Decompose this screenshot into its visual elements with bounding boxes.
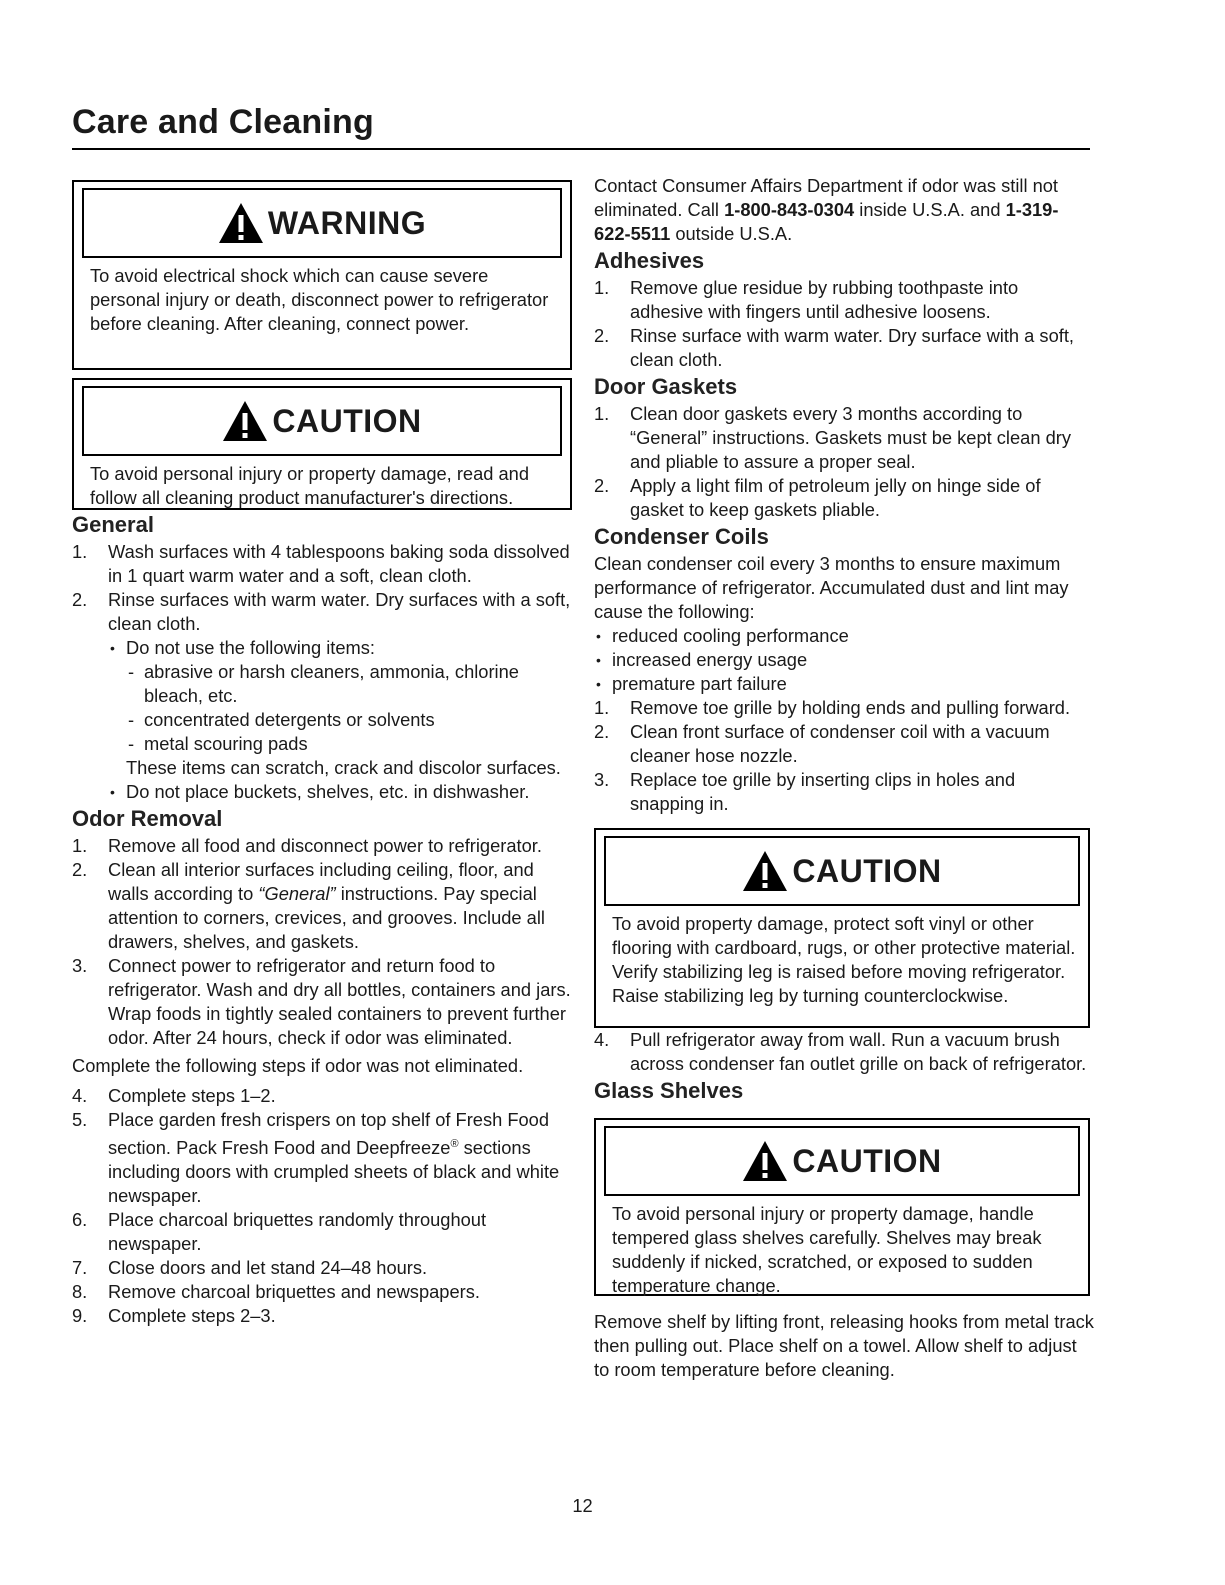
step-text: Apply a light film of petroleum jelly on hinge side of gasket to keep gaskets pliable. — [630, 475, 1041, 520]
step-text: sections including doors with crumpled sheets of black and white newspaper. — [108, 1137, 560, 1207]
list-item — [72, 1256, 572, 1280]
list-item — [72, 540, 572, 588]
step-text: Remove toe grille by holding ends and pulling forward. — [630, 697, 1071, 718]
step-text: Complete steps 1–2. — [108, 1085, 276, 1106]
list-item — [108, 780, 572, 804]
caution-header — [604, 1126, 1080, 1196]
list-item — [72, 1280, 572, 1304]
caution-word: CAUTION — [272, 403, 422, 439]
step-text: Remove all food and disconnect power to refrigerator. — [108, 835, 542, 856]
list-item — [108, 636, 572, 780]
caution-word: CAUTION — [792, 853, 942, 889]
step-text: Rinse surfaces with warm water. Dry surfaces with a soft, clean cloth. — [108, 589, 571, 634]
list-item — [594, 402, 1094, 474]
step-text: Place charcoal briquettes randomly throughout newspaper. — [108, 1209, 487, 1255]
list-item — [594, 696, 1094, 720]
contact-text: outside U.S.A. — [670, 223, 793, 244]
step-number: 7. — [72, 1257, 88, 1279]
registered-mark: ® — [450, 1138, 459, 1150]
step-text: Connect power to refrigerator and return food to refrigerator. Wash and dry all bottles, containers and jars. Wrap foods in tightly sealed containers to prevent further odor. After 24 hours, check if odor was eliminated. — [108, 955, 571, 1048]
warning-triangle-icon — [218, 202, 264, 244]
glass-instructions: Remove shelf by lifting front, releasing hooks from metal track then pulling out. Place shelf on a towel. Allow shelf to adjust to room temperature before cleaning. — [594, 1311, 1094, 1380]
step-text: Close doors and let stand 24–48 hours. — [108, 1257, 428, 1279]
step-number: 1. — [72, 835, 88, 856]
list-item: • increased energy usage — [594, 648, 1094, 672]
coils-intro: Clean condenser coil every 3 months to ensure maximum performance of refrigerator. Accumulated dust and lint may cause the following: — [594, 553, 1069, 622]
caution-box-coils — [594, 828, 1090, 1028]
caution-word: CAUTION — [792, 1143, 942, 1179]
contact-paragraph — [594, 174, 1094, 246]
step-number: 1. — [594, 697, 610, 718]
gaskets-steps — [594, 402, 1094, 522]
step-number: 4. — [72, 1085, 88, 1106]
step-number: 9. — [72, 1305, 88, 1327]
phone-intl: 1-319-622-5511 — [594, 199, 1059, 244]
general-steps — [72, 540, 572, 804]
step-text: Wash surfaces with 4 tablespoons baking soda dissolved in 1 quart warm water and a soft, clean cloth. — [108, 541, 570, 586]
caution-box-glass — [594, 1118, 1090, 1296]
general-reference: “General” — [258, 883, 336, 904]
step-text: instructions. Pay special attention to corners, crevices, and grooves. Include all drawers, shelves, and gaskets. — [108, 883, 545, 952]
list-item: - concentrated detergents or solvents — [126, 708, 572, 732]
step-number: 1. — [72, 541, 88, 562]
phone-us: 1-800-843-0304 — [724, 199, 855, 220]
odor-complete-note: Complete the following steps if odor was not eliminated. — [72, 1055, 524, 1076]
contact-text: inside U.S.A. and — [854, 199, 1006, 220]
coils-heading: Condenser Coils — [594, 524, 769, 549]
odor-steps-continued — [72, 1084, 572, 1328]
left-column — [72, 180, 572, 1328]
list-item — [72, 834, 572, 858]
bullet-text: Do not use the following items: — [126, 637, 375, 658]
step-number: 2. — [594, 721, 610, 742]
coils-steps-continued — [594, 1028, 1094, 1076]
list-item: - abrasive or harsh cleaners, ammonia, chlorine bleach, etc. — [126, 660, 572, 708]
gaskets-heading: Door Gaskets — [594, 374, 738, 399]
caution-header — [82, 386, 562, 456]
odor-heading: Odor Removal — [72, 806, 223, 831]
list-item — [594, 276, 1094, 324]
warning-text: To avoid electrical shock which can cause severe personal injury or death, disconnect power to refrigerator before cleaning. After cleaning, connect power. — [90, 265, 549, 334]
warning-box — [72, 180, 572, 370]
list-item — [72, 588, 572, 804]
adhesives-steps — [594, 276, 1094, 372]
list-item — [72, 1108, 572, 1208]
caution-text: To avoid personal injury or property damage, handle tempered glass shelves carefully. Shelves may break suddenly if nicked, scratched, or exposed to sudden temperature change. — [612, 1203, 1042, 1296]
title-rule — [72, 148, 1090, 150]
list-item — [594, 1028, 1094, 1076]
list-item — [72, 858, 572, 954]
dash-list — [126, 660, 572, 756]
caution-header — [604, 836, 1080, 906]
glass-heading: Glass Shelves — [594, 1078, 744, 1103]
step-number: 2. — [594, 475, 610, 496]
warning-word: WARNING — [267, 205, 427, 241]
step-number: 8. — [72, 1281, 88, 1303]
bullet-text: Do not place buckets, shelves, etc. in dishwasher. — [126, 781, 530, 802]
step-text: Complete steps 2–3. — [108, 1305, 276, 1327]
step-text: Clean front surface of condenser coil with a vacuum cleaner hose nozzle. — [630, 721, 1050, 766]
step-number: 3. — [72, 955, 88, 976]
step-number: 6. — [72, 1209, 88, 1231]
step-number: 1. — [594, 403, 610, 424]
step-text: Clean door gaskets every 3 months according to “General” instructions. Gaskets must be kept clean dry and pliable to assure a proper seal. — [630, 403, 1071, 472]
general-note: These items can scratch, crack and discolor surfaces. — [126, 757, 561, 778]
caution-triangle-icon — [742, 1140, 788, 1182]
caution-box-general — [72, 378, 572, 510]
step-number: 4. — [594, 1029, 610, 1050]
list-item — [594, 474, 1094, 522]
coils-bullets — [594, 624, 1094, 696]
page-title: Care and Cleaning — [72, 103, 374, 141]
right-column — [594, 174, 1094, 1382]
caution-triangle-icon — [742, 850, 788, 892]
step-text: Remove charcoal briquettes and newspapers. — [108, 1281, 480, 1303]
caution-text: To avoid personal injury or property damage, read and follow all cleaning product manufacturer's directions. — [90, 463, 530, 508]
list-item — [72, 1304, 572, 1328]
general-bullets — [108, 636, 572, 804]
warning-header — [82, 188, 562, 258]
step-number: 2. — [594, 325, 610, 346]
general-heading: General — [72, 512, 154, 537]
step-number: 2. — [72, 589, 88, 610]
step-number: 3. — [594, 769, 610, 790]
step-text: Clean all interior surfaces including ceiling, floor, and walls according to — [108, 859, 534, 904]
list-item: • reduced cooling performance — [594, 624, 1094, 648]
list-item: • premature part failure — [594, 672, 1094, 696]
step-text: Remove glue residue by rubbing toothpaste into adhesive with fingers until adhesive loosens. — [630, 277, 1019, 322]
step-number: 1. — [594, 277, 610, 298]
step-text: Replace toe grille by inserting clips in holes and snapping in. — [630, 769, 1016, 814]
contact-text: Contact Consumer Affairs Department if odor was still not eliminated. Call — [594, 175, 1059, 220]
adhesives-heading: Adhesives — [594, 248, 705, 273]
step-text: Pull refrigerator away from wall. Run a vacuum brush across condenser fan outlet grille on back of refrigerator. — [630, 1029, 1087, 1074]
caution-text: To avoid property damage, protect soft vinyl or other flooring with cardboard, rugs, or other protective material. Verify stabilizing leg is raised before moving refrigerator. Raise stabilizing leg by turning counterclockwise. — [612, 913, 1076, 1006]
list-item — [72, 954, 572, 1050]
step-number: 5. — [72, 1109, 88, 1130]
step-text: Rinse surface with warm water. Dry surface with a soft, clean cloth. — [630, 325, 1074, 370]
page-number: 12 — [572, 1495, 593, 1516]
caution-triangle-icon — [222, 400, 268, 442]
list-item — [594, 324, 1094, 372]
step-number: 2. — [72, 859, 88, 880]
odor-steps — [72, 834, 572, 1050]
list-item — [594, 768, 1094, 816]
list-item — [72, 1084, 572, 1108]
list-item — [72, 1208, 572, 1256]
step-text: Place garden fresh crispers on top shelf of Fresh Food section. Pack Fresh Food and Deepfreeze — [108, 1109, 550, 1159]
list-item: - metal scouring pads — [126, 732, 572, 756]
coils-steps — [594, 696, 1094, 816]
list-item — [594, 720, 1094, 768]
